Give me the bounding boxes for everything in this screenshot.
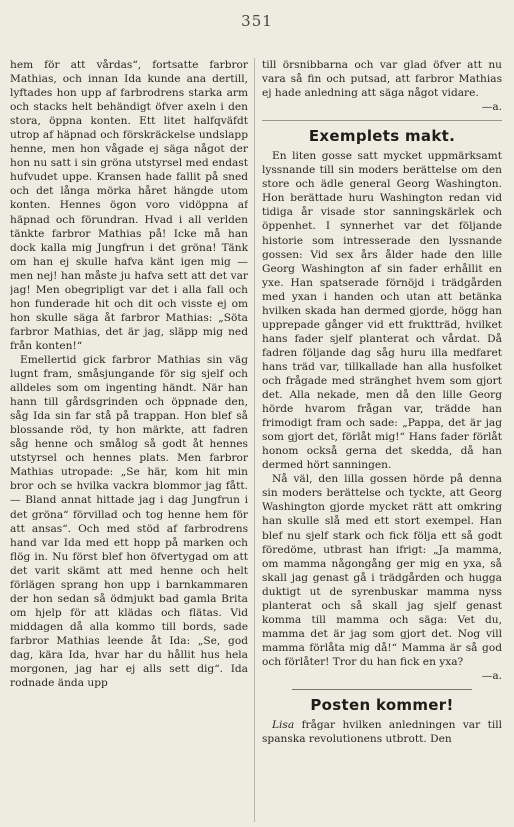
article-paragraph: Nå väl, den lilla gossen hörde på denna sin moders berättelse och tyckte, att Georg Washington gjorde mycket rätt att omkring han skulle slå med ett stort exempel. Han blef nu sjelf stark och fick följa ett så godt föredöme, utbrast han ifrigt: „Ja mamma, om mamma någongång ger mig en yxa, så skall jag genast gå i trädgården och hugga duktigt ut de syrenbuskar mamma nyss planterat och så skall jag sjelf genast komma till mamma och säga: Vet du, mamma det är jag som gjort det. Nog vill mamma förlåta mig då!“ Mamma är så god och förlåter! Tror du han fick en yxa? bbox=[262, 473, 502, 668]
section-divider bbox=[292, 689, 472, 690]
page-number: 351 bbox=[241, 12, 273, 30]
section-lead bbox=[262, 718, 502, 746]
reader-name: Lisa bbox=[272, 719, 295, 732]
article-signature: —a. bbox=[481, 669, 502, 682]
story-ending: till örsnibbarna och var glad öfver att nu vara så fin och putsad, att farbror Mathias ej hade anledning att säga något vidare. bbox=[262, 59, 502, 100]
story-signature: —a. bbox=[481, 101, 502, 114]
right-column bbox=[262, 58, 502, 822]
lead-text: frågar hvilken anledningen var till spanska revolutionens utbrott. Den bbox=[262, 719, 502, 746]
story-paragraph: Emellertid gick farbror Mathias sin väg lugnt fram, småsjungande för sig sjelf och alldeles som om ingenting händt. När han hann till gårdsgrinden och öppnade den, såg Ida sin far stå på trappan. Hon blef så blossande röd, ty hon märkte, att fadren såg henne och smålog så godt åt hennes utstyrsel och hennes plats. Men farbror Mathias utropade: „Se här, kom hit min bror och se hvilka vackra blommor jag fått. — Bland annat hittade jag i dag Jungfrun i det gröna“ förvillad och tog henne hem för att ansas“. Och med stöd af farbrodrens hand var Ida med ett hopp på marken och flög in. Nu först blef hon öfvertygad om att det varit skämt att med henne och helt förlägen sprang hon upp i barnkammaren der hon sedan så ödmjukt bad gamla Brita om hjelp för att klädas och flätas. Vid middagen då alla kommo till bords, sade farbror Mathias leende åt Ida: „Se, god dag, kära Ida, hvar har du hållit hus hela morgonen, jag har ej alls sett dig“. Ida rodnade ända upp bbox=[10, 353, 248, 690]
left-column bbox=[10, 58, 248, 822]
article-paragraph: En liten gosse satt mycket uppmärksamt lyssnande till sin moders berättelse om den store och ädle general Georg Washington. Hon berättade huru Washington redan vid tidiga år visade stor sanningskärlek och öppenhet. I synnerhet var det följande historie som intresserade den lyssnande gossen: Vid sex års ålder hade den lille Georg Washington af sin fader erhållit en yxe. Han spatserade förnöjd i trädgården med yxan i handen och utan att betänka hvilken skada han dermed gjorde, högg han upprepade gånger vid ett fruktträd, hvilket hans fader sjelf planterat och vårdat. Då fadren följande dag såg huru illa medfaret hans träd var, tillkallade han alla husfolket och frågade med stränghet hvem som gjort det. Alla nekade, men då den lille Georg hörde hvarom frågan var, trädde han frimodigt fram och sade: „Pappa, det är jag som gjort det, förlåt mig!“ Hans fader förlåt honom också gerna det skedda, då han dermed hört sanningen. bbox=[262, 150, 502, 472]
column-divider bbox=[254, 58, 255, 822]
section-divider bbox=[262, 120, 502, 121]
section-title: Posten kommer! bbox=[310, 696, 454, 715]
article-title: Exemplets makt. bbox=[308, 127, 456, 146]
story-paragraph: hem för att vårdas“, fortsatte farbror Mathias, och innan Ida kunde ana dertill, lyftades hon upp af farbrodrens starka arm och stacks helt behändigt öfver axeln i den stora, öppna konten. Ett litet halfqväfdt utrop af häpnad och förskräckelse undslapp henne, men hon vågade ej säga något der hon nu satt i sin gröna utstyrsel med endast hufvudet uppe. Kransen hade fallit på sned och det långa mörka håret hängde utom konten. Hennes ögon voro vidöppna af häpnad och förundran. Hvad i all verlden tänkte farbror Mathias på! Icke må han dock kalla mig Jungfrun i det gröna! Tänk om han ej skulle hafva känt igen mig — men nej! han måste ju hafva sett att det var jag! Men obegripligt var det i alla fall och hon funderade hit och dit och visste ej om hon skulle säga åt farbror Mathias: „Söta farbror Mathias, det är jag, släpp mig ned från konten!“ bbox=[10, 59, 248, 352]
